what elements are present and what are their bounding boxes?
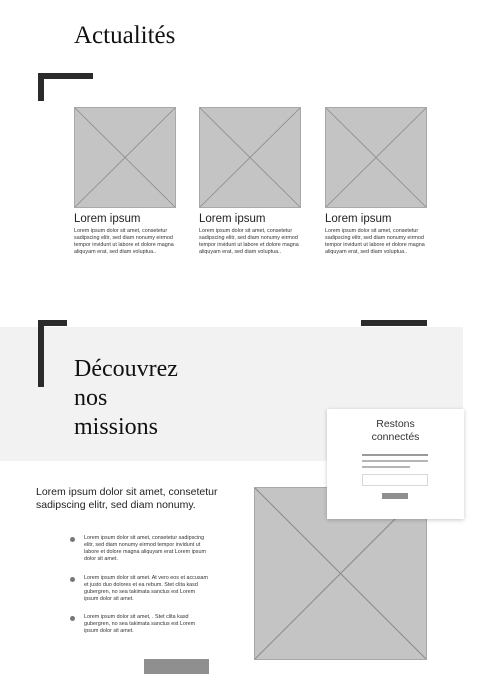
mission-bullet-text: Lorem ipsum dolor sit amet. At vero eos et accusam et justo duo dolores et ea rebum. Stet clita kasd gubergren, no sea takimata sanctus est Lorem ipsum dolor sit amet.	[84, 575, 209, 603]
image-placeholder-icon	[75, 108, 175, 207]
corner-accent-vertical	[38, 73, 44, 101]
news-card[interactable]	[74, 107, 176, 256]
news-card-text: Lorem ipsum dolor sit amet, consetetur sadipscing elitr, sed diam nonumy eirmod tempor invidunt ut labore et dolore magna aliquyam erat, sed diam voluptua..	[325, 228, 425, 256]
newsletter-card	[327, 409, 464, 519]
mission-bullet-text: Lorem ipsum dolor sit amet, consetetur sadipscing elitr, sed diam nonumy eirmod tempor invidunt ut labore et dolore magna aliquyam erat Lorem ipsum dolor sit amet.	[84, 535, 206, 563]
image-placeholder	[325, 107, 427, 208]
newsletter-line	[362, 460, 428, 462]
missions-cta-button[interactable]	[144, 659, 209, 674]
image-placeholder	[199, 107, 301, 208]
image-placeholder-icon	[326, 108, 426, 207]
news-card-text: Lorem ipsum dolor sit amet, consetetur sadipscing elitr, sed diam nonumy eirmod tempor invidunt ut labore et dolore magna aliquyam erat, sed diam voluptua..	[199, 228, 299, 256]
bullet-dot-icon	[70, 537, 75, 542]
newsletter-line	[362, 466, 410, 468]
newsletter-submit-button[interactable]	[382, 493, 408, 499]
corner-accent-top-right	[361, 320, 427, 326]
newsletter-line	[362, 454, 428, 456]
mission-bullet-item	[70, 614, 210, 635]
newsletter-title: Restons connectés	[371, 418, 420, 443]
news-card[interactable]	[325, 107, 427, 256]
image-placeholder	[74, 107, 176, 208]
news-card-title: Lorem ipsum	[74, 213, 141, 225]
image-placeholder-icon	[200, 108, 300, 207]
corner-accent-horizontal	[38, 73, 93, 79]
missions-lead-text: Lorem ipsum dolor sit amet, consetetur sadipscing elitr, sed diam nonumy.	[36, 486, 218, 511]
bullet-dot-icon	[70, 577, 75, 582]
page-title: Actualités	[74, 22, 176, 49]
news-card-text: Lorem ipsum dolor sit amet, consetetur sadipscing elitr, sed diam nonumy eirmod tempor invidunt ut labore et dolore magna aliquyam erat, sed diam voluptua..	[74, 228, 174, 256]
news-card[interactable]	[199, 107, 301, 256]
newsletter-email-input[interactable]	[362, 474, 428, 486]
bullet-dot-icon	[70, 616, 75, 621]
mission-bullet-item	[70, 535, 210, 563]
news-card-title: Lorem ipsum	[325, 213, 392, 225]
mission-bullet-text: Lorem ipsum dolor sit amet, . Stet clita kasd gubergren, no sea takimata sanctus est Lorem ipsum dolor sit amet.	[84, 614, 196, 635]
news-card-title: Lorem ipsum	[199, 213, 266, 225]
mission-bullet-item	[70, 575, 210, 603]
corner-accent-vertical	[38, 320, 44, 387]
missions-title: Découvrez nos missions	[74, 356, 178, 440]
